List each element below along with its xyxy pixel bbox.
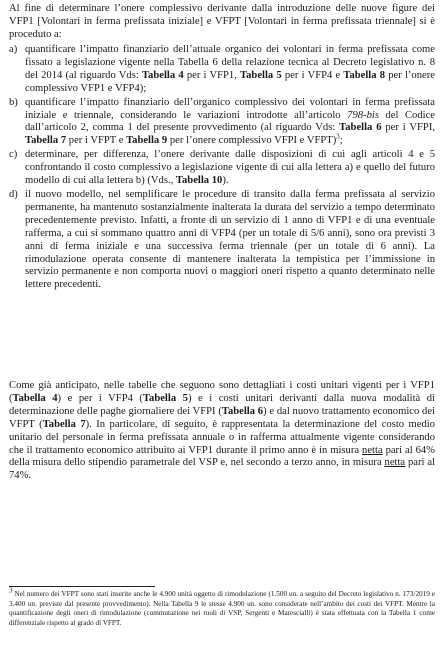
list-marker: b) [9, 96, 18, 108]
text-run: per i VFP4 e [281, 69, 344, 81]
table-reference: Tabella 9 [126, 135, 168, 147]
list-item-c [9, 149, 435, 188]
list-item-a [9, 44, 435, 96]
table-reference: Tabella 4 [141, 69, 184, 81]
text-run: ). In particolare, di seguito, è rappresentata la determinazione del costo medio unitario del personale in ferma prefissata annuale o in rafferma attualmente vigente considerando che il trattamento economico attribuito ai VFP1 durante il primo anno è in misura [9, 418, 436, 456]
emphasis-underline: netta [362, 444, 383, 456]
table-reference: Tabella 5 [142, 392, 188, 404]
text-run: per i VFP1, [183, 69, 241, 81]
text-run: Come già anticipato, nelle tabelle che seguono sono dettagliati i costi unitari vigenti per i VFP1 ( [9, 380, 435, 404]
text-run: il nuovo modello, nel semplificare le procedure di transito dalla ferma prefissata al servizio permanente, ha mantenuto sostanzialmente inalterata la durata del servizio a tempo determinato precedentemente previsto. Infatti, a fronte di un servizio di 1 anno di VFP1 e di una eventuale rafferma, a cui si sommano quattro anni di VFP4 (per un totale di 5/6 anni), sono ora previsti 3 anni di ferma iniziale e una successiva ferma triennale (per un totale di 6 anni). La rimodulazione operata consente di mantenere inalterata la tempistica per l’immissione in servizio permanente e non comporta nuovi o maggiori oneri rispetto a quanto determinato nelle lettere precedenti. [25, 188, 435, 291]
text-run: per i VFPT e [66, 135, 127, 147]
table-reference: Tabella 7 [42, 418, 86, 430]
list-marker: a) [9, 44, 18, 55]
text-run: ) e i costi unitari derivanti dalla nuova modalità di determinazione delle paghe giornaliere dei VFPI ( [9, 392, 435, 417]
footnote-number: 3 [9, 586, 13, 595]
text-run: quantificare l’impatto finanziario dell’attuale organico dei volontari in ferma prefissata come fissato a legislazione vigente nella Tabella 6 della relazione tecnica al Decreto legislativo n. 8 del 2014 (al riguardo Vds: [25, 44, 435, 81]
text-run: quantificare l’impatto finanziario dell’organico complessivo dei volontari in ferma prefissata iniziale e triennale, considerando le variazioni introdotte all’articolo [25, 96, 435, 121]
table-reference: Tabella 4 [12, 392, 58, 404]
text-run: pari al 74%. [9, 457, 435, 482]
article-reference: 798-bis [347, 109, 379, 121]
table-reference: Tabella 8 [343, 69, 386, 81]
list-item-b [9, 97, 435, 149]
table-reference: Tabella 6 [339, 122, 382, 134]
text-run: ) e per i VFP4 ( [57, 392, 143, 404]
text-run: per i VFPI, [381, 122, 435, 134]
table-reference: Tabella 7 [25, 135, 67, 147]
list-marker: d) [9, 188, 18, 200]
footnote-marker[interactable]: 3 [336, 132, 340, 141]
footnote [9, 586, 435, 628]
footnote-divider [9, 586, 155, 587]
footnote-text: Nel numero dei VFPT sono stati inserite anche le 4.900 unità oggetto di rimodulazione (1.500 un. a seguito del Decreto legislativo n. 173/2019 e 3.400 un. previste dal presente provvedimento). Nella Tabella 9 le stesse 4.900 un. sono considerate nell’ambito dei costi dei VFPT. Mentre la quantificazione degli oneri di rimodulazione (commutazione nei ruoli di VSP, Sergenti e Marescialli) è stata effettuata con la Tabella 1 come differenziale rispetto al grado di VFPT. [9, 590, 435, 627]
procedure-list [9, 44, 435, 293]
list-marker: c) [9, 149, 18, 161]
intro-text: Al fine di determinare l’onere complessivo derivante dalla introduzione delle nuove figure dei VFP1 [Volontari in ferma prefissata iniziale] e VFPT [Volontari in ferma prefissata triennale] si è proceduto a: [9, 3, 435, 40]
text-run: ). [222, 175, 229, 187]
cost-paragraph [9, 380, 435, 483]
intro-paragraph [9, 3, 435, 42]
table-reference: Tabella 6 [221, 405, 264, 417]
text-run: ; [339, 135, 343, 147]
emphasis-underline: netta [384, 457, 406, 469]
text-run: pari al 64% della misura dello stipendio parametrale del VSP e, nel secondo a terzo anno, in misura [9, 444, 436, 469]
table-reference: Tabella 5 [240, 69, 282, 81]
text-run: per l’onere complessivo VFPI e VFPT) [167, 135, 337, 147]
text-run: per l’onere complessivo VFP1 e VFP4); [25, 69, 435, 94]
text-run: determinare, per differenza, l’onere derivante dalle disposizioni di cui agli articoli 4 e 5 confrontando il costo complessivo a legislazione vigente di cui alla lettera a) e quello del futuro modello di cui alla lettera b) (Vds., [25, 149, 435, 187]
text-run: del Codice dall’articolo 2, comma 1 del presente provvedimento (al riguardo Vds: [25, 109, 435, 134]
text-run: ) e dal nuovo trattamento economico dei VFPT ( [9, 405, 435, 430]
list-item-d [9, 189, 435, 292]
table-reference: Tabella 10 [175, 175, 223, 187]
